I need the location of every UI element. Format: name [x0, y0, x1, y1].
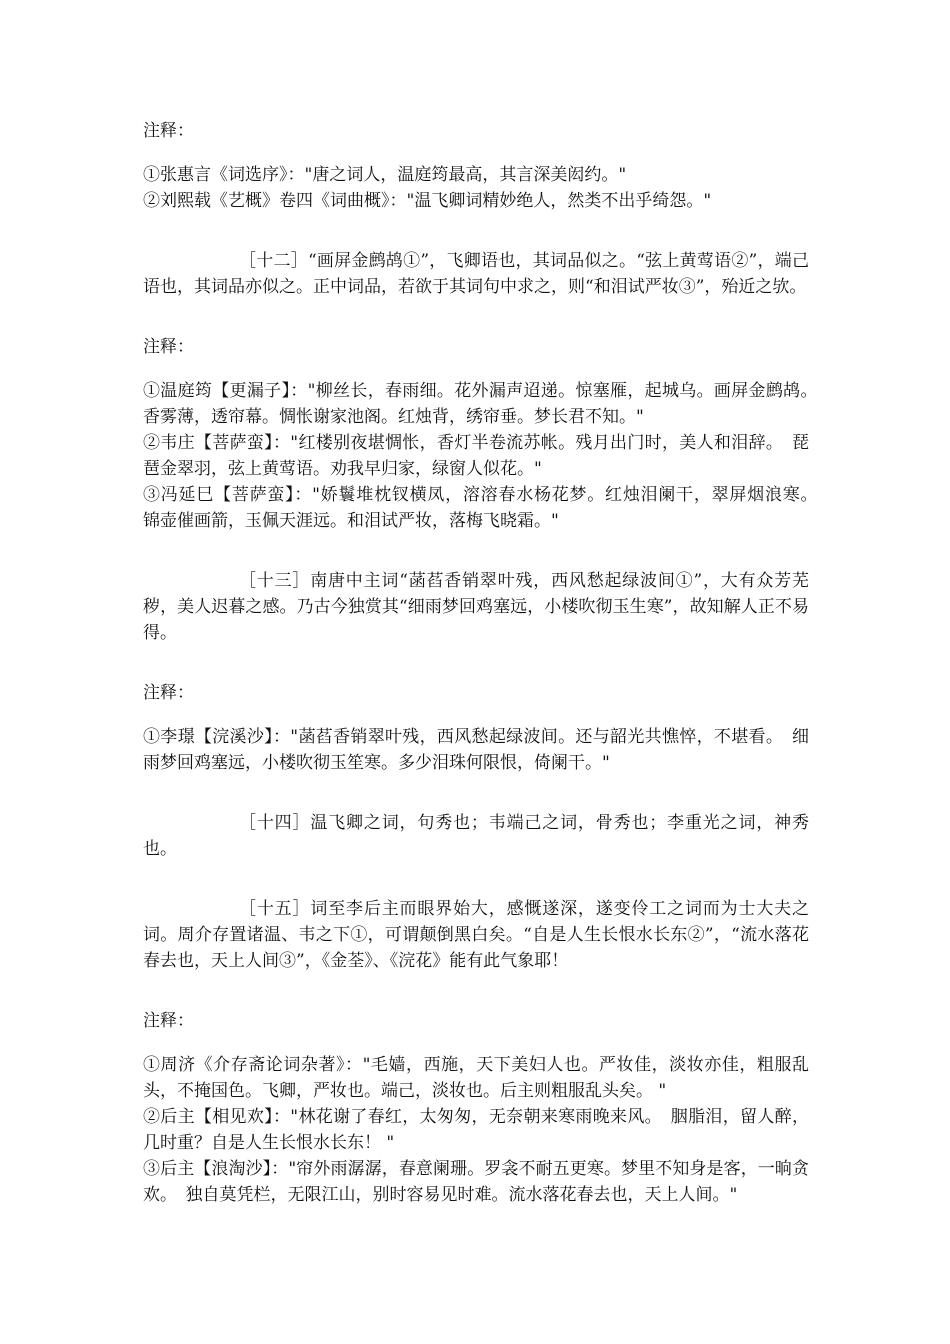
notes-section	[143, 1008, 809, 1208]
notes-title: 注释：	[143, 337, 194, 357]
note-item: ①温庭筠【更漏子】："柳丝长，春雨细。花外漏声迢递。惊塞雁，起城乌。画屏金鹧鸪。 香雾薄，透帘幕。惆怅谢家池阁。红烛背，绣帘垂。梦长君不知。"	[143, 381, 826, 427]
commentary-paragraph: ［十四］温飞卿之词，句秀也；韦端己之词，骨秀也；李重光之词，神秀也。	[143, 813, 809, 859]
notes-list	[143, 1052, 809, 1208]
notes-section	[143, 680, 809, 776]
notes-list	[143, 378, 826, 534]
notes-title: 注释：	[143, 121, 194, 141]
document-body	[143, 118, 826, 1242]
note-item: ③后主【浪淘沙】："帘外雨潺潺，春意阑珊。罗衾不耐五更寒。梦里不知身是客，一晌贪欢。 独自莫凭栏，无限江山，别时容易见时难。流水落花春去也，天上人间。"	[143, 1159, 809, 1205]
note-item: ②韦庄【菩萨蛮】："红楼别夜堪惆怅，香灯半卷流苏帐。残月出门时，美人和泪辞。 琵琶金翠羽，弦上黄莺语。劝我早归家，绿窗人似花。"	[143, 433, 809, 479]
note-item: ③冯延巳【菩萨蛮】："娇鬟堆枕钗横凤，溶溶春水杨花梦。红烛泪阑干，翠屏烟浪寒。 锦壶催画箭，玉佩天涯远。和泪试严妆，落梅飞晓霜。"	[143, 485, 826, 531]
commentary-paragraph: ［十五］词至李后主而眼界始大，感慨遂深，遂变伶工之词而为士大夫之词。周介存置诸温、韦之下①，可谓颠倒黑白矣。“自是人生长恨水长东②”，“流水落花春去也，天上人间③”，《金荃》、《浣花》能有此气象耶！	[143, 899, 809, 971]
note-item: ②后主【相见欢】："林花谢了春红，太匆匆，无奈朝来寒雨晚来风。 胭脂泪，留人醉，几时重？自是人生长恨水长东！ "	[143, 1107, 809, 1153]
commentary-paragraph: ［十二］“画屏金鹧鸪①”，飞卿语也，其词品似之。“弦上黄莺语②”，端己语也，其词品亦似之。正中词品，若欲于其词句中求之，则“和泪试严妆③”，殆近之欤。	[143, 251, 809, 297]
note-item: ②刘熙载《艺概》卷四《词曲概》："温飞卿词精妙绝人，然类不出乎绮怨。"	[143, 191, 712, 211]
note-item: ①李璟【浣溪沙】："菡萏香销翠叶残，西风愁起绿波间。还与韶光共憔悴，不堪看。 细雨梦回鸡塞远，小楼吹彻玉笙寒。多少泪珠何限恨，倚阑干。"	[143, 727, 809, 773]
notes-title: 注释：	[143, 1011, 194, 1031]
notes-section	[143, 334, 826, 534]
notes-list	[143, 162, 809, 214]
note-item: ①张惠言《词选序》："唐之词人，温庭筠最高，其言深美闳约。"	[143, 165, 627, 185]
notes-list	[143, 724, 809, 776]
notes-section	[143, 118, 809, 214]
notes-title: 注释：	[143, 683, 194, 703]
note-item: ①周济《介存斋论词杂著》："毛嫱，西施，天下美妇人也。严妆佳，淡妆亦佳，粗服乱头，不掩国色。飞卿，严妆也。端己，淡妆也。后主则粗服乱头矣。 "	[143, 1055, 809, 1101]
commentary-paragraph: ［十三］南唐中主词“菡萏香销翠叶残，西风愁起绿波间①”，大有众芳芜秽，美人迟暮之感。乃古今独赏其“细雨梦回鸡塞远，小楼吹彻玉生寒”，故知解人正不易得。	[143, 571, 809, 643]
